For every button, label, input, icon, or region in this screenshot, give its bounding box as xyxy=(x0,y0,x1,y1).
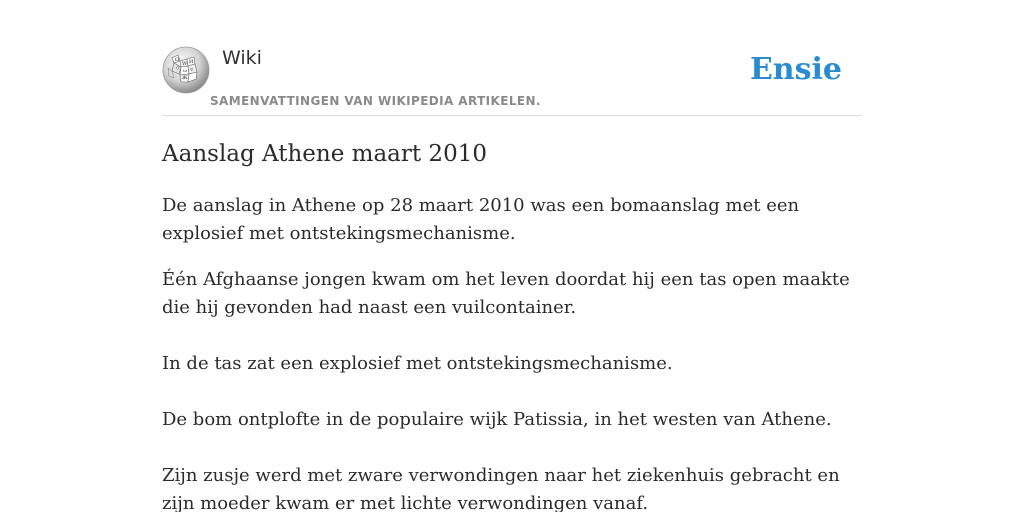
brand-logo[interactable]: Ensie xyxy=(749,52,842,87)
article xyxy=(162,138,862,512)
svg-text:Ж: Ж xyxy=(182,75,188,81)
article-paragraph: In de tas zat een explosief met ontstekingsmechanisme. xyxy=(162,353,673,374)
svg-text:ウ: ウ xyxy=(175,66,181,72)
svg-text:ব: ব xyxy=(190,67,193,73)
article-title: Aanslag Athene maart 2010 xyxy=(162,141,487,167)
wikipedia-globe-icon[interactable] xyxy=(162,46,210,94)
article-paragraph: Zijn zusje werd met zware verwondingen naar het ziekenhuis gebracht en zijn moeder kwam er met lichte verwondingen vanaf. xyxy=(162,465,840,512)
site-header xyxy=(162,40,862,116)
svg-text:И: И xyxy=(189,59,194,65)
article-paragraph: De aanslag in Athene op 28 maart 2010 was een bomaanslag met een explosief met ontstekingsmechanisme. xyxy=(162,195,800,244)
svg-text:ω: ω xyxy=(183,68,188,74)
site-tagline: SAMENVATTINGEN VAN WIKIPEDIA ARTIKELEN. xyxy=(210,94,541,108)
site-name[interactable]: Wiki xyxy=(222,47,262,69)
article-paragraph: Één Afghaanse jongen kwam om het leven doordat hij een tas open maakte die hij gevonden had naast een vuilcontainer. xyxy=(162,269,850,318)
article-paragraph: De bom ontplofte in de populaire wijk Patissia, in het westen van Athene. xyxy=(162,409,832,430)
svg-text:W: W xyxy=(182,61,188,67)
svg-text:Ω: Ω xyxy=(175,57,180,63)
